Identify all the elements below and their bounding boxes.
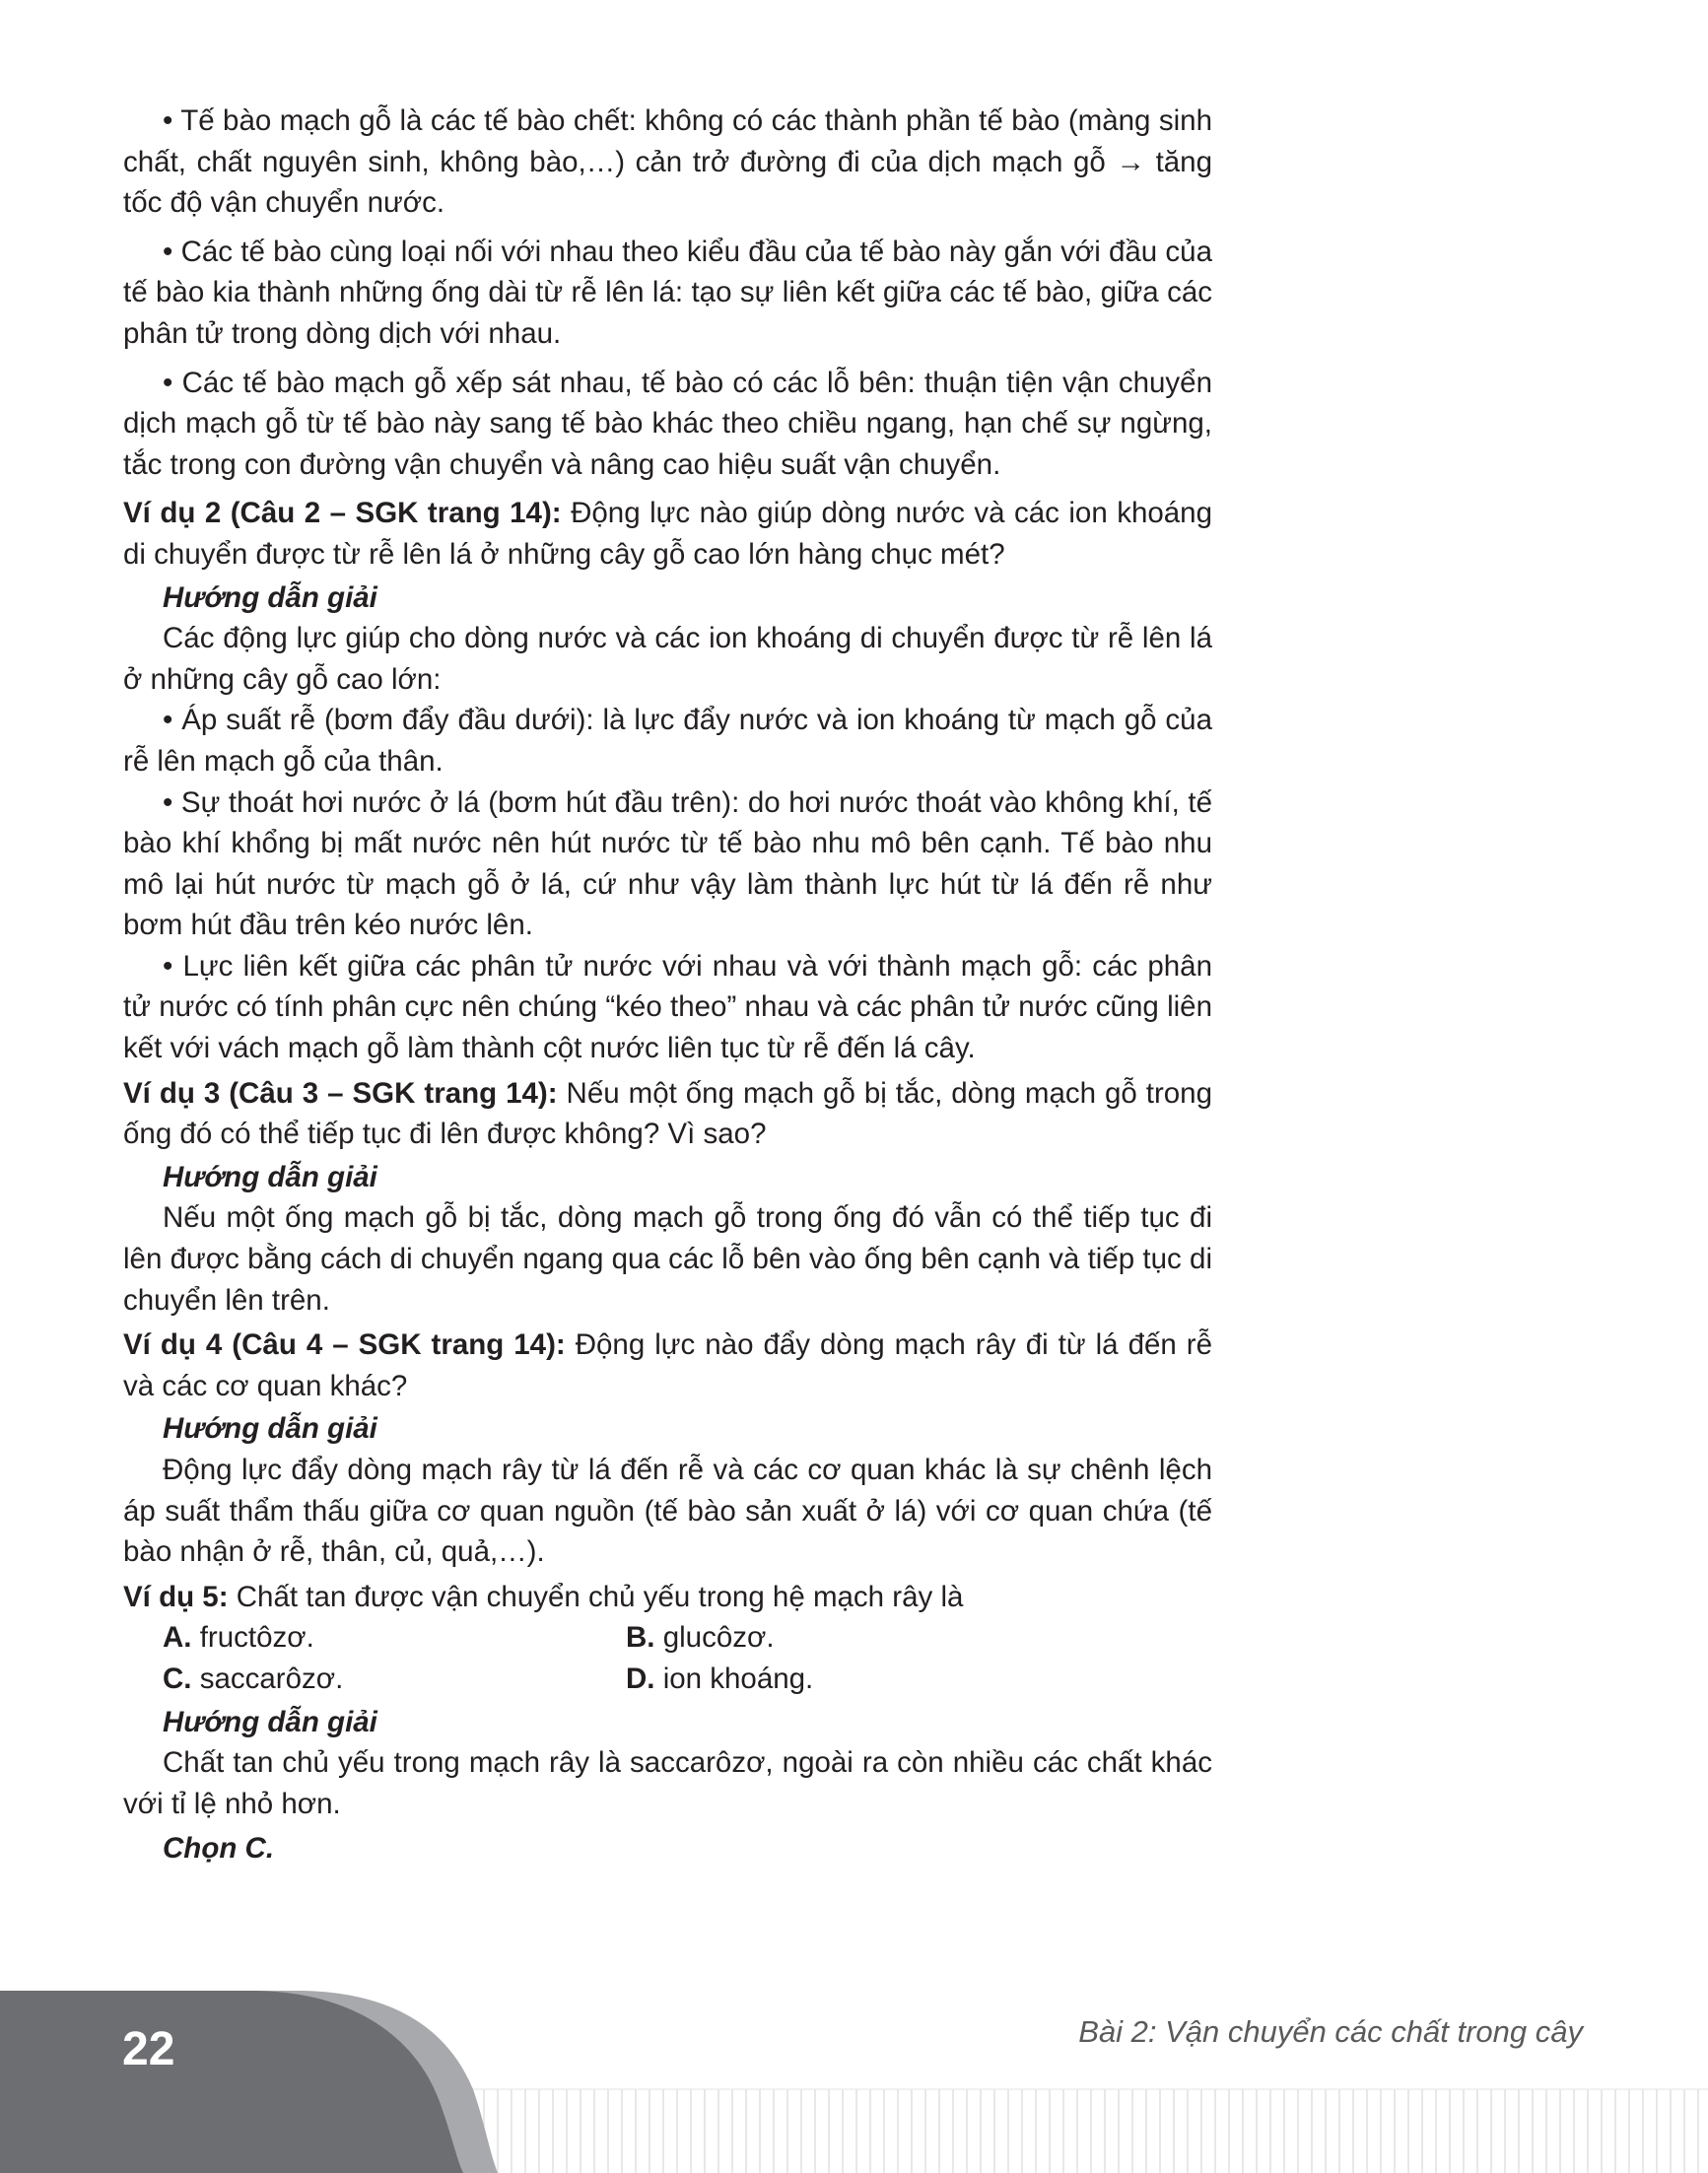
example-2-bullet-1: • Áp suất rễ (bơm đẩy đầu dưới): là lực đẩy nước và ion khoáng từ mạch gỗ của rễ lên mạch gỗ của thân. xyxy=(123,704,1212,778)
example-4-question-text: Động lực nào đẩy dòng mạch rây đi từ lá đến rễ và các cơ quan khác? xyxy=(123,1328,1212,1402)
example-2-question-text: Động lực nào giúp dòng nước và các ion khoáng di chuyển được từ rễ lên lá ở những cây gỗ cao lớn hàng chục mét? xyxy=(123,497,1212,571)
option-a-letter: A. xyxy=(163,1621,192,1655)
example-5-choice: Chọn C. xyxy=(163,1832,275,1866)
example-3-question xyxy=(123,1073,1212,1155)
page-content xyxy=(123,101,1212,1869)
example-2-question xyxy=(123,493,1212,575)
option-b-letter: B. xyxy=(626,1621,655,1655)
option-b-text: glucôzơ. xyxy=(654,1621,775,1655)
option-d-text: ion khoáng. xyxy=(654,1662,814,1695)
example-5-options xyxy=(163,1617,1212,1699)
example-5-question xyxy=(123,1577,1212,1618)
example-3-guide-heading: Hướng dẫn giải xyxy=(163,1160,377,1193)
example-2-intro: Các động lực giúp cho dòng nước và các ion khoáng di chuyển được từ rễ lên lá ở những cây gỗ cao lớn: xyxy=(123,622,1212,696)
option-b xyxy=(626,1617,1089,1659)
example-4-label: Ví dụ 4 (Câu 4 – SGK trang 14): xyxy=(123,1328,566,1362)
example-2-guide-heading: Hướng dẫn giải xyxy=(163,580,377,614)
example-4-answer: Động lực đẩy dòng mạch rây từ lá đến rễ và các cơ quan khác là sự chênh lệch áp suất thẩm thấu giữa cơ quan nguồn (tế bào sản xuất ở lá) với cơ quan chứa (tế bào nhận ở rễ, thân, củ, quả,…). xyxy=(123,1454,1212,1569)
intro-bullet-1: • Tế bào mạch gỗ là các tế bào chết: không có các thành phần tế bào (màng sinh chất, chất nguyên sinh, không bào,…) cản trở đường đi của dịch mạch gỗ → tăng tốc độ vận chuyển nước. xyxy=(123,104,1212,220)
example-3-label: Ví dụ 3 (Câu 3 – SGK trang 14): xyxy=(123,1076,558,1110)
intro-bullet-2: • Các tế bào cùng loại nối với nhau theo kiểu đầu của tế bào này gắn với đầu của tế bào kia thành những ống dài từ rễ lên lá: tạo sự liên kết giữa các tế bào, giữa các phân tử trong dòng dịch với nhau. xyxy=(123,235,1212,350)
example-5-question-text: Chất tan được vận chuyển chủ yếu trong hệ mạch rây là xyxy=(228,1580,964,1613)
option-c xyxy=(163,1659,626,1700)
option-a-text: fructôzơ. xyxy=(191,1621,314,1655)
intro-bullet-3: • Các tế bào mạch gỗ xếp sát nhau, tế bào có các lỗ bên: thuận tiện vận chuyển dịch mạch gỗ từ tế bào này sang tế bào khác theo chiều ngang, hạn chế sự ngừng, tắc trong con đường vận chuyển và nâng cao hiệu suất vận chuyển. xyxy=(123,366,1212,481)
example-4-question xyxy=(123,1324,1212,1406)
example-2-bullet-3: • Lực liên kết giữa các phân tử nước với nhau và với thành mạch gỗ: các phân tử nước có tính phân cực nên chúng “kéo theo” nhau và các phân tử nước cũng liên kết với vách mạch gỗ làm thành cột nước liên tục từ rễ đến lá cây. xyxy=(123,949,1212,1065)
example-2-label: Ví dụ 2 (Câu 2 – SGK trang 14): xyxy=(123,497,562,530)
footer-stripe-band xyxy=(434,2089,1708,2173)
option-d xyxy=(626,1659,1089,1700)
option-c-letter: C. xyxy=(163,1662,192,1695)
example-5-label: Ví dụ 5: xyxy=(123,1580,229,1613)
example-3-question-text: Nếu một ống mạch gỗ bị tắc, dòng mạch gỗ trong ống đó có thể tiếp tục đi lên được không? Vì sao? xyxy=(123,1076,1212,1151)
example-3-answer: Nếu một ống mạch gỗ bị tắc, dòng mạch gỗ trong ống đó vẫn có thể tiếp tục đi lên được bằng cách di chuyển ngang qua các lỗ bên vào ống bên cạnh và tiếp tục di chuyển lên trên. xyxy=(123,1201,1212,1317)
example-5-guide-heading: Hướng dẫn giải xyxy=(163,1705,377,1738)
option-c-text: saccarôzơ. xyxy=(191,1662,344,1695)
option-d-letter: D. xyxy=(626,1662,655,1695)
chapter-title: Bài 2: Vận chuyển các chất trong cây xyxy=(1078,2014,1583,2049)
example-5-answer: Chất tan chủ yếu trong mạch rây là saccarôzơ, ngoài ra còn nhiều các chất khác với tỉ lệ nhỏ hơn. xyxy=(123,1746,1212,1820)
page-number: 22 xyxy=(122,2023,175,2075)
example-4-guide-heading: Hướng dẫn giải xyxy=(163,1412,377,1446)
option-a xyxy=(163,1617,626,1659)
example-2-bullet-2: • Sự thoát hơi nước ở lá (bơm hút đầu trên): do hơi nước thoát vào không khí, tế bào khí khổng bị mất nước nên hút nước từ tế bào nhu mô bên cạnh. Tế bào nhu mô lại hút nước từ mạch gỗ ở lá, cứ như vậy làm thành lực hút từ lá đến rễ như bơm hút đầu trên kéo nước lên. xyxy=(123,785,1212,942)
